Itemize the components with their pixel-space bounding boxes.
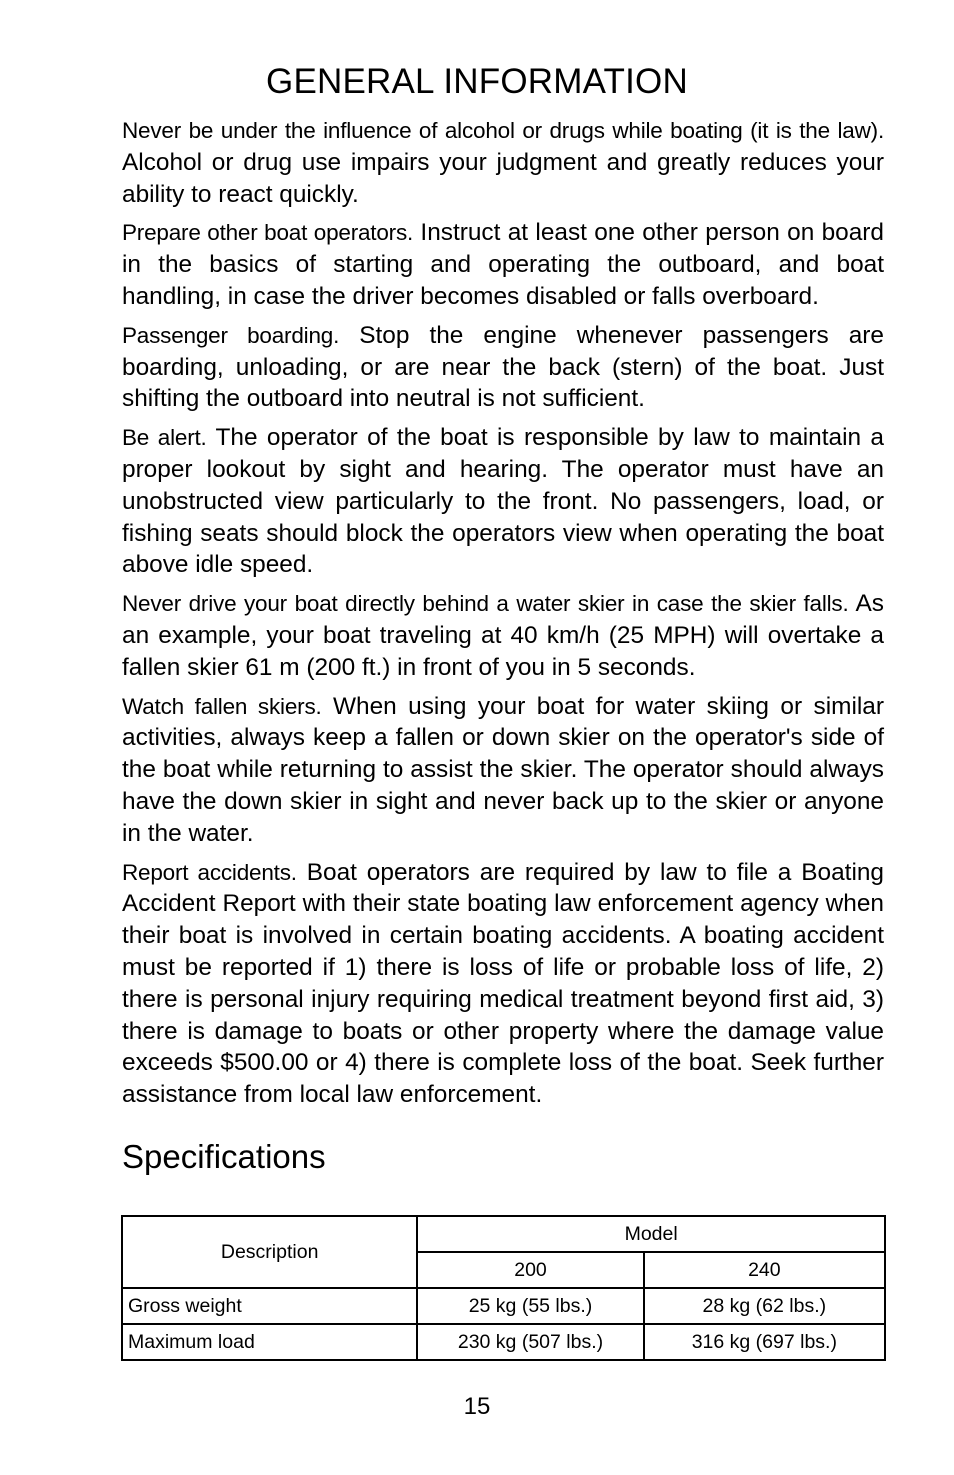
model-header: Model (417, 1216, 885, 1252)
description-header: Description (122, 1216, 417, 1288)
paragraph-body: When using your boat for water skiing or similar activities, always keep a fallen or down skier on the operator's side of the boat while returning to assist the skier. The operator should always have the down skier in sight and never back up to the skier or anyone in the water. (122, 692, 884, 847)
row-value: 230 kg (507 lbs.) (417, 1324, 643, 1360)
general-information-section (122, 115, 884, 1177)
paragraph-passenger-boarding (122, 320, 884, 415)
paragraph-lead: Watch fallen skiers. (122, 693, 322, 719)
row-value: 28 kg (62 lbs.) (644, 1288, 885, 1324)
table-row (122, 1324, 885, 1360)
row-label: Maximum load (122, 1324, 417, 1360)
paragraph-body: Boat operators are required by law to file a Boating Accident Report with their state boating law enforcement agency when their boat is involved in certain boating accidents. A boating accident must be reported if 1) there is loss of life or probable loss of life, 2) there is personal injury requiring medical treatment beyond first aid, 3) there is damage to boats or other property where the damage value exceeds $500.00 or 4) there is complete loss of the boat. Seek further assistance from local law enforcement. (122, 858, 884, 1109)
page-title: GENERAL INFORMATION (266, 62, 688, 101)
paragraph-alcohol-drugs (122, 115, 884, 210)
specifications-table (121, 1215, 886, 1361)
model-240-header: 240 (644, 1252, 885, 1288)
paragraph-body: Instruct at least one other person on board in the basics of starting and operating the outboard, and boat handling, in case the driver becomes disabled or falls overboard. (122, 219, 884, 310)
paragraph-water-skier (122, 588, 884, 683)
paragraph-body: The operator of the boat is responsible by law to maintain a proper lookout by sight and hearing. The operator must have an unobstructed view particularly to the front. No passengers, load, or fishing seats should block the operators view when operating the boat above idle speed. (122, 424, 884, 579)
paragraph-lead: Report accidents. (122, 859, 297, 885)
table-row (122, 1288, 885, 1324)
paragraph-body: As an example, your boat traveling at 40 km/h (25 MPH) will overtake a fallen skier 61 m (200 ft.) in front of you in 5 seconds. (122, 590, 884, 681)
row-label: Gross weight (122, 1288, 417, 1324)
row-value: 316 kg (697 lbs.) (644, 1324, 885, 1360)
paragraph-fallen-skiers (122, 691, 884, 850)
paragraph-lead: Prepare other boat operators. (122, 220, 414, 246)
paragraph-prepare-operators (122, 217, 884, 312)
paragraph-lead: Never drive your boat directly behind a water skier in case the skier falls. (122, 591, 849, 617)
row-value: 25 kg (55 lbs.) (417, 1288, 643, 1324)
page-number: 15 (463, 1393, 491, 1420)
paragraph-be-alert (122, 422, 884, 581)
paragraph-body: Alcohol or drug use impairs your judgment and greatly reduces your ability to react quickly. (122, 148, 884, 208)
paragraph-report-accidents (122, 857, 884, 1111)
paragraph-lead: Passenger boarding. (122, 322, 340, 348)
paragraph-lead: Be alert. (122, 425, 207, 451)
paragraph-body: Stop the engine whenever passengers are boarding, unloading, or are near the back (stern) of the boat. Just shifting the outboard into neutral is not sufficient. (122, 321, 884, 413)
specifications-heading: Specifications (122, 1137, 326, 1175)
paragraph-lead: Never be under the influence of alcohol or drugs while boating (it is the law). (122, 118, 884, 143)
table-header-row (122, 1216, 885, 1252)
model-200-header: 200 (417, 1252, 643, 1288)
